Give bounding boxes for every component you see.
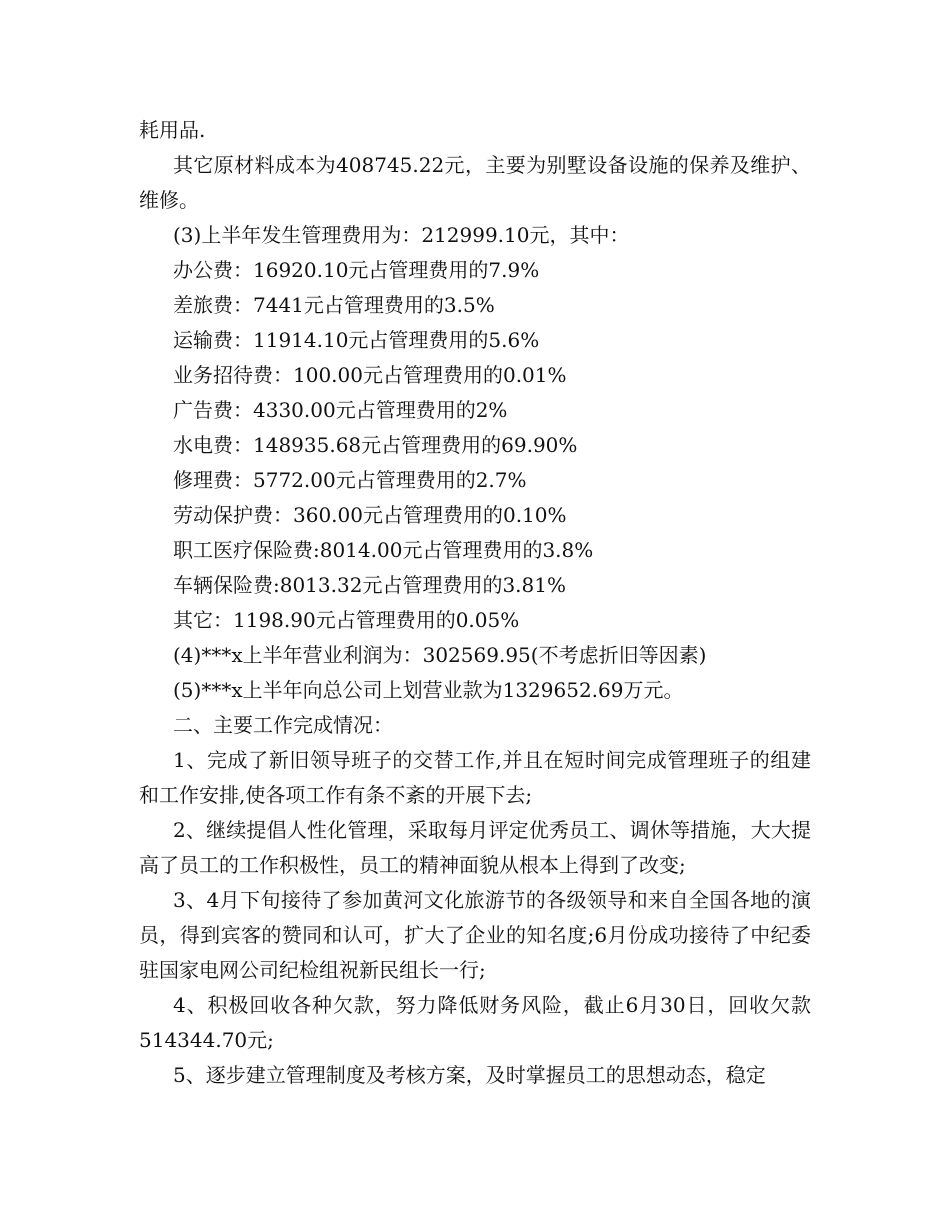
expense-line-office: 办公费：16920.10元占管理费用的7.9% — [173, 258, 540, 282]
work-item-2: 2、继续提倡人性化管理，采取每月评定优秀员工、调休等措施，大大提高了员工的工作积极性，员工的精神面貌从根本上得到了改变; — [139, 818, 811, 877]
paragraph-management-expense-total: (3)上半年发生管理费用为：212999.10元，其中： — [173, 223, 630, 247]
work-item-1: 1、完成了新旧领导班子的交替工作,并且在短时间完成管理班子的组建和工作安排,使各项工作有条不紊的开展下去; — [139, 748, 811, 807]
expense-line-entertainment: 业务招待费：100.00元占管理费用的0.01% — [173, 363, 567, 387]
work-item-4: 4、积极回收各种欠款，努力降低财务风险，截止6月30日，回收欠款514344.70元; — [139, 993, 811, 1052]
paragraph-other-materials-cost: 其它原材料成本为408745.22元，主要为别墅设备设施的保养及维护、维修。 — [139, 153, 811, 212]
work-item-3: 3、4月下旬接待了参加黄河文化旅游节的各级领导和来自全国各地的演员，得到宾客的赞同和认可，扩大了企业的知名度;6月份成功接待了中纪委驻国家电网公司纪检组祝新民组长一行; — [139, 888, 811, 982]
expense-line-transport: 运输费：11914.10元占管理费用的5.6% — [173, 328, 540, 352]
document-body — [139, 113, 811, 1093]
expense-line-advertising: 广告费：4330.00元占管理费用的2% — [173, 398, 508, 422]
expense-line-utilities: 水电费：148935.68元占管理费用的69.90% — [173, 433, 578, 457]
paragraph-operating-profit: (4)***x上半年营业利润为：302569.95(不考虑折旧等因素) — [173, 643, 707, 667]
expense-line-travel: 差旅费：7441元占管理费用的3.5% — [173, 293, 495, 317]
expense-line-vehicle-insurance: 车辆保险费:8013.32元占管理费用的3.81% — [173, 573, 566, 597]
expense-line-repair: 修理费：5772.00元占管理费用的2.7% — [173, 468, 527, 492]
paragraph-remittance: (5)***x上半年向总公司上划营业款为1329652.69万元。 — [173, 678, 684, 702]
work-item-5: 5、逐步建立管理制度及考核方案，及时掌握员工的思想动态，稳定 — [173, 1063, 766, 1087]
section-heading-work-completion: 二、主要工作完成情况： — [173, 713, 393, 737]
expense-line-medical-insurance: 职工医疗保险费:8014.00元占管理费用的3.8% — [173, 538, 594, 562]
expense-line-other: 其它：1198.90元占管理费用的0.05% — [173, 608, 520, 632]
expense-line-labor-protection: 劳动保护费：360.00元占管理费用的0.10% — [173, 503, 567, 527]
paragraph-continuation: 耗用品. — [139, 118, 206, 142]
